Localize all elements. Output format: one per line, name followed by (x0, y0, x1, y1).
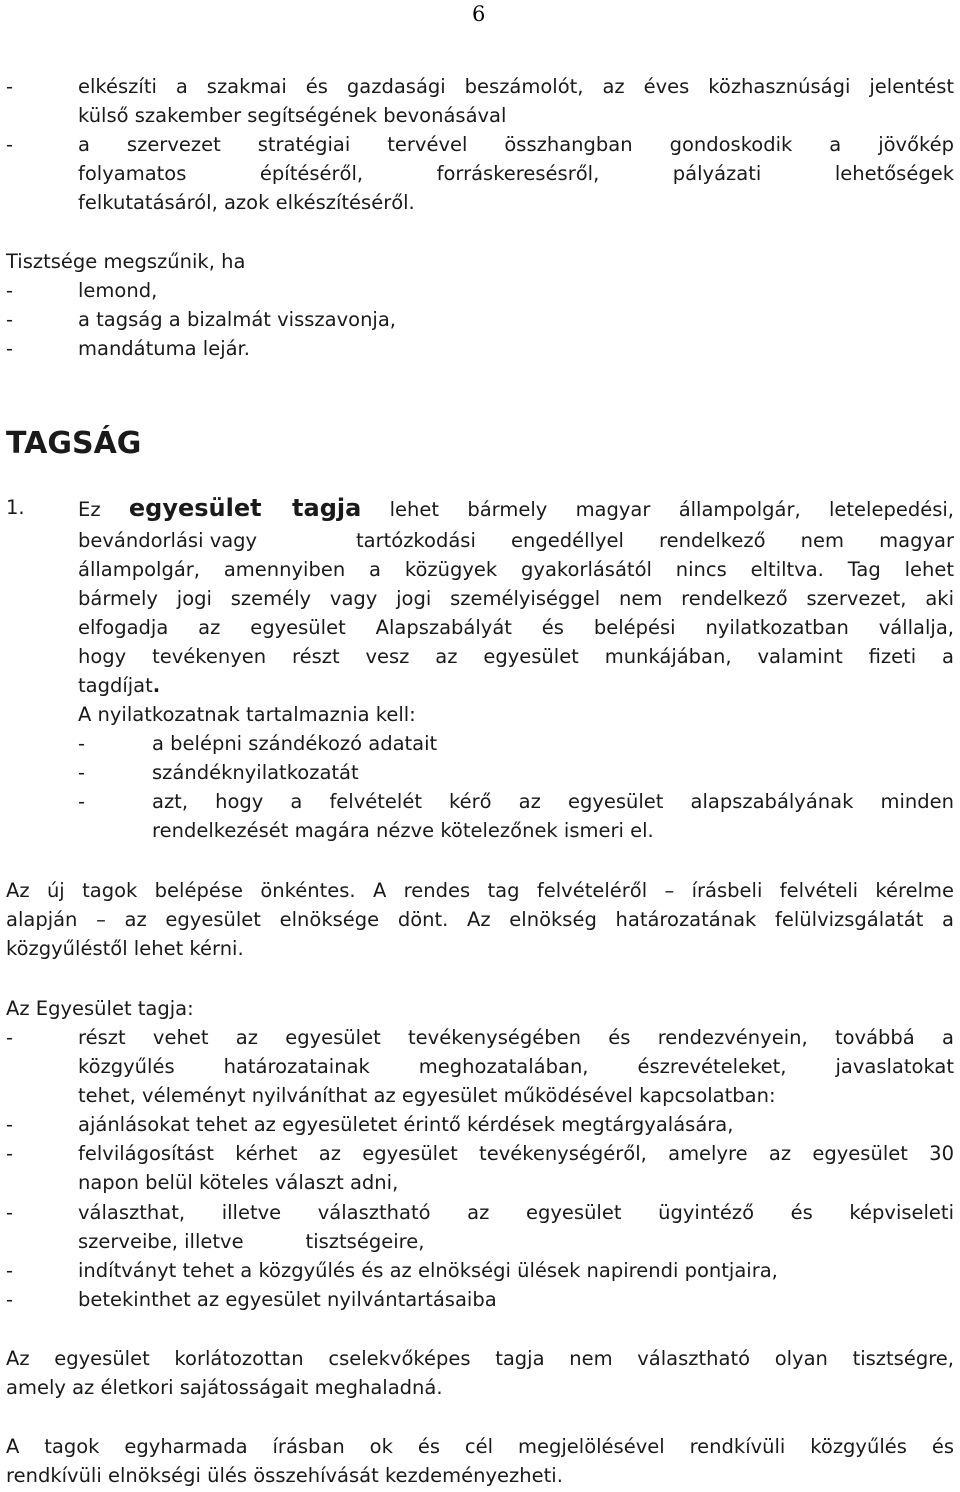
membership-line: állampolgár, amennyiben a közügyek gyakorlásától nincs eltiltva. Tag lehet (78, 558, 954, 581)
declaration-item: a belépni szándékozó adatait (152, 732, 438, 755)
text-fragment: bevándorlási vagy (78, 529, 258, 552)
list-dash: - (78, 790, 86, 813)
rights-line: betekinthet az egyesület nyilvántartásaiba (78, 1288, 497, 1311)
duty-line: külső szakember segítségének bevonásával (78, 104, 507, 127)
termination-item: mandátuma lejár. (78, 337, 250, 360)
extraordinary-line: A tagok egyharmada írásban ok és cél megjelölésével rendkívüli közgyűlés és (6, 1435, 954, 1458)
declaration-item: azt, hogy a felvételét kérő az egyesület alapszabályának minden (152, 790, 954, 813)
list-dash: - (6, 1026, 14, 1049)
paragraph-number: 1. (6, 496, 25, 519)
declaration-item: rendelkezését magára nézve kötelezőnek ismeri el. (152, 819, 654, 842)
rights-line: részt vehet az egyesület tevékenységében és rendezvényein, továbbá a (78, 1026, 954, 1049)
duty-line: elkészíti a szakmai és gazdasági beszámolót, az éves közhasznúsági jelentést (78, 75, 954, 98)
admission-line: közgyűléstől lehet kérni. (6, 937, 244, 960)
list-dash: - (6, 1113, 14, 1136)
declaration-intro: A nyilatkozatnak tartalmaznia kell: (78, 703, 416, 726)
termination-item: lemond, (78, 279, 158, 302)
rights-line: közgyűlés határozatainak meghozatalában, észrevételeket, javaslatokat (78, 1055, 954, 1078)
rights-line: napon belül köteles választ adni, (78, 1171, 399, 1194)
extraordinary-line: rendkívüli elnökségi ülés összehívását kezdeményezheti. (6, 1464, 563, 1487)
rights-line: választhat, illetve választható az egyesület ügyintéző és képviseleti (78, 1201, 954, 1224)
termination-intro: Tisztsége megszűnik, ha (6, 250, 246, 273)
list-dash: - (6, 279, 14, 302)
list-dash: - (78, 761, 86, 784)
rights-line: felvilágosítást kérhet az egyesület tevékenységéről, amelyre az egyesület 30 (78, 1142, 954, 1165)
membership-line (78, 493, 954, 525)
membership-line (78, 671, 954, 701)
rights-line: szerveibe, illetve tisztségeire, (78, 1230, 425, 1253)
limited-line: Az egyesület korlátozottan cselekvőképes tagja nem választható olyan tisztségre, (6, 1347, 954, 1370)
membership-line-continued: tartózkodási engedéllyel rendelkező nem magyar (356, 529, 954, 552)
membership-term: egyesület tagja (128, 494, 362, 522)
membership-line: hogy tevékenyen részt vesz az egyesület munkájában, valamint fizeti a (78, 645, 954, 668)
page-number: 6 (472, 2, 486, 26)
list-dash: - (6, 75, 14, 98)
rights-intro: Az Egyesület tagja: (6, 997, 194, 1020)
rights-line: ajánlásokat tehet az egyesületet érintő kérdések megtárgyalására, (78, 1113, 734, 1136)
duty-line: felkutatásáról, azok elkészítéséről. (78, 191, 415, 214)
membership-line: bármely jogi személy vagy jogi személyiséggel nem rendelkező szervezet, aki (78, 587, 954, 610)
termination-item: a tagság a bizalmát visszavonja, (78, 308, 396, 331)
text-fragment: lehet bármely magyar állampolgár, letelepedési, (389, 498, 954, 521)
list-dash: - (6, 308, 14, 331)
rights-line: tehet, véleményt nyilváníthat az egyesület működésével kapcsolatban: (78, 1084, 776, 1107)
text-fragment: . (152, 674, 161, 697)
list-dash: - (6, 337, 14, 360)
declaration-item: szándéknyilatkozatát (152, 761, 359, 784)
section-title: TAGSÁG (6, 426, 142, 461)
list-dash: - (6, 1201, 14, 1224)
admission-line: Az új tagok belépése önkéntes. A rendes tag felvételéről – írásbeli felvételi kérelme (6, 879, 954, 902)
list-dash: - (6, 1259, 14, 1282)
list-dash: - (78, 732, 86, 755)
list-dash: - (6, 133, 14, 156)
limited-line: amely az életkori sajátosságait meghaladná. (6, 1376, 443, 1399)
rights-line: indítványt tehet a közgyűlés és az elnökségi ülések napirendi pontjaira, (78, 1259, 778, 1282)
duty-line: a szervezet stratégiai tervével összhangban gondoskodik a jövőkép (78, 133, 954, 156)
duty-line: folyamatos építéséről, forráskeresésről, pályázati lehetőségek (78, 162, 954, 185)
text-fragment: tagdíjat (78, 674, 153, 697)
admission-line: alapján – az egyesület elnöksége dönt. Az elnökség határozatának felülvizsgálatát a (6, 908, 954, 931)
list-dash: - (6, 1288, 14, 1311)
membership-line: elfogadja az egyesület Alapszabályát és belépési nyilatkozatban vállalja, (78, 616, 954, 639)
list-dash: - (6, 1142, 14, 1165)
text-fragment: Ez (78, 498, 101, 521)
